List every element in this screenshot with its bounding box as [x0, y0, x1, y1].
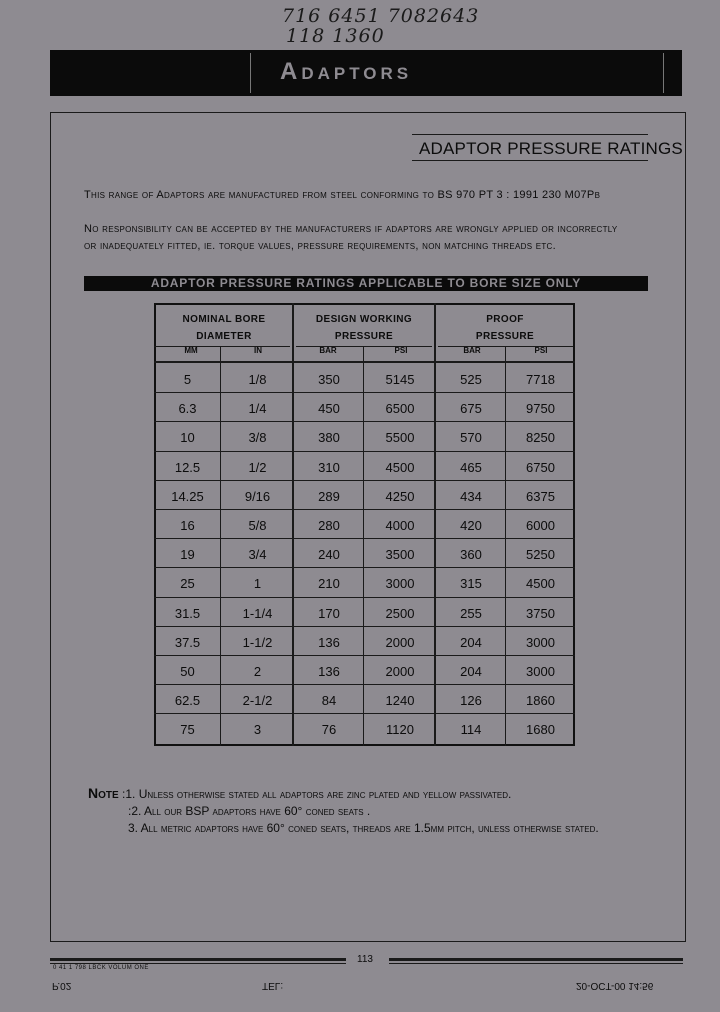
table-cell: 8250 — [526, 430, 555, 446]
table-cell: 2000 — [385, 664, 415, 679]
table-cell: 6500 — [385, 401, 415, 417]
footer-rule-right — [389, 958, 683, 961]
table-cell: 3/4 — [248, 547, 267, 563]
footer-rule-left-thin — [50, 963, 346, 964]
table-cell: 3000 — [526, 664, 555, 679]
table-cell: 310 — [318, 459, 340, 475]
group-header-line2: PRESSURE — [475, 331, 535, 342]
table-divider — [505, 346, 506, 361]
group-header-line2: DIAMETER — [196, 331, 252, 342]
table-cell: 2500 — [385, 605, 415, 621]
table-cell: 4500 — [526, 576, 555, 592]
table-cell: 420 — [460, 518, 482, 533]
table-cell: 1/8 — [248, 372, 267, 387]
table-cell: 1 — [253, 576, 262, 592]
table-cell: 10 — [180, 430, 195, 446]
table-cell: 450 — [318, 401, 340, 417]
handwritten-notes — [282, 6, 479, 46]
footer-rule-right-thin — [389, 963, 683, 964]
page-number: 113 — [357, 954, 373, 965]
table-cell: 3750 — [526, 605, 555, 621]
table-cell: 4250 — [385, 488, 415, 504]
table-cell: 4000 — [385, 518, 415, 533]
table-cell: 380 — [318, 430, 340, 446]
group-header-line1: NOMINAL BORE — [182, 314, 266, 325]
table-cell: 1860 — [526, 693, 555, 709]
table-cell: 280 — [318, 518, 340, 533]
group-header-bore — [156, 311, 292, 345]
table-cell: 289 — [318, 488, 340, 504]
fax-date: 20-OCT-00 14:56 — [576, 980, 654, 991]
heading-rule — [412, 134, 648, 135]
handwritten-line-2: 118 1360 — [286, 25, 385, 47]
table-cell: 434 — [460, 488, 482, 504]
table-cell: 210 — [318, 576, 340, 592]
table-cell: 9/16 — [244, 488, 271, 504]
note-2: :2. All our BSP adaptors have 60° coned seats . — [128, 804, 371, 818]
table-cell: 5500 — [385, 430, 415, 446]
group-header-line1: DESIGN WORKING — [315, 314, 413, 325]
table-banner: ADAPTOR PRESSURE RATINGS APPLICABLE TO BORE SIZE ONLY — [84, 276, 648, 291]
table-cell: 75 — [180, 722, 195, 738]
group-header-line2: PRESSURE — [334, 331, 394, 342]
table-cell: 4500 — [385, 459, 415, 475]
table-cell: 25 — [180, 576, 195, 592]
subheader-in: IN — [254, 346, 262, 355]
table-cell: 5/8 — [248, 518, 267, 533]
table-cell: 12.5 — [174, 459, 201, 475]
table-cell: 126 — [460, 693, 482, 709]
fax-tel: TEL: — [262, 980, 284, 991]
table-cell: 255 — [460, 605, 482, 621]
group-header-line1: PROOF — [486, 314, 524, 325]
table-cell: 62.5 — [174, 693, 201, 709]
header-banner — [50, 50, 682, 96]
table-cell: 19 — [180, 547, 195, 563]
table-cell: 204 — [460, 634, 482, 650]
table-cell: 50 — [180, 664, 195, 679]
table-cell: 204 — [460, 664, 482, 679]
subheader-mm: MM — [184, 346, 198, 355]
table-cell: 1240 — [385, 693, 415, 709]
table-cell: 6000 — [526, 518, 555, 533]
note-3: 3. All metric adaptors have 60° coned seats, threads are 1.5mm pitch, unless otherwise stated. — [128, 821, 599, 835]
group-header-design — [294, 311, 434, 345]
notes-label: Note — [88, 785, 119, 801]
table-cell: 9750 — [526, 401, 555, 417]
table-cell: 114 — [460, 722, 482, 738]
table-cell: 1/2 — [248, 459, 267, 475]
table-divider — [363, 346, 364, 361]
table-cell: 5 — [183, 372, 192, 387]
table-cell: 6.3 — [178, 401, 197, 417]
material-paragraph: This range of Adaptors are manufactured from steel conforming to BS 970 PT 3 : 1991 230 M07Pb — [84, 189, 601, 201]
table-cell: 1-1/4 — [242, 605, 273, 621]
table-cell: 5250 — [526, 547, 555, 563]
table-cell: 5145 — [385, 372, 415, 387]
table-cell: 1-1/2 — [242, 634, 273, 650]
subheader-psi: PSI — [394, 346, 408, 355]
table-cell: 170 — [318, 605, 340, 621]
table-cell: 1680 — [526, 722, 555, 738]
table-cell: 2-1/2 — [242, 693, 273, 709]
section-heading: ADAPTOR PRESSURE RATINGS — [419, 139, 683, 158]
table-cell: 2 — [253, 664, 262, 679]
table-cell: 675 — [460, 401, 482, 417]
table-cell: 3000 — [385, 576, 415, 592]
table-cell: 240 — [318, 547, 340, 563]
table-cell: 3/8 — [248, 430, 267, 446]
footer-rule-left — [50, 958, 346, 961]
heading-underline — [412, 160, 648, 161]
table-cell: 465 — [460, 459, 482, 475]
note-1: :1. Unless otherwise stated all adaptors are zinc plated and yellow passivated. — [122, 787, 512, 801]
subheader-bar: BAR — [319, 346, 337, 355]
table-cell: 136 — [318, 664, 340, 679]
table-cell: 3000 — [526, 634, 555, 650]
subheader-proof-bar: BAR — [463, 346, 481, 355]
table-cell: 3 — [253, 722, 262, 738]
table-cell: 350 — [318, 372, 340, 387]
table-divider — [154, 361, 575, 363]
table-cell: 315 — [460, 576, 482, 592]
table-cell: 6375 — [526, 488, 555, 504]
table-cell: 525 — [460, 372, 482, 387]
disclaimer-line-1: No responsibility can be accepted by the manufacturers if adaptors are wrongly applied or incorrectly — [84, 223, 618, 235]
handwritten-line-1: 716 6451 7082643 — [282, 5, 480, 27]
table-cell: 570 — [460, 430, 482, 446]
table-cell: 1120 — [386, 722, 414, 738]
table-divider — [220, 346, 221, 361]
table-cell: 14.25 — [171, 488, 204, 504]
group-header-proof — [436, 311, 574, 345]
table-cell: 136 — [318, 634, 340, 650]
table-cell: 31.5 — [174, 605, 201, 621]
table-cell: 1/4 — [248, 401, 267, 417]
table-cell: 360 — [460, 547, 482, 563]
fax-page: P.02 — [52, 980, 72, 991]
disclaimer-line-2: or inadequately fitted, ie. torque values, pressure requirements, non matching threads etc. — [84, 240, 556, 252]
table-cell: 16 — [180, 518, 195, 533]
table-cell: 2000 — [385, 634, 415, 650]
notes — [88, 785, 599, 837]
table-cell: 6750 — [526, 459, 555, 475]
table-cell: 76 — [321, 722, 337, 738]
table-cell: 3500 — [385, 547, 415, 563]
page-title: Adaptors — [280, 58, 413, 85]
table-cell: 84 — [321, 693, 337, 709]
footer-small-print: 0 41 1 798 LBCK VOLUM ONE — [53, 965, 149, 971]
table-cell: 37.5 — [174, 634, 201, 650]
subheader-proof-psi: PSI — [534, 346, 548, 355]
table-cell: 7718 — [526, 372, 555, 387]
